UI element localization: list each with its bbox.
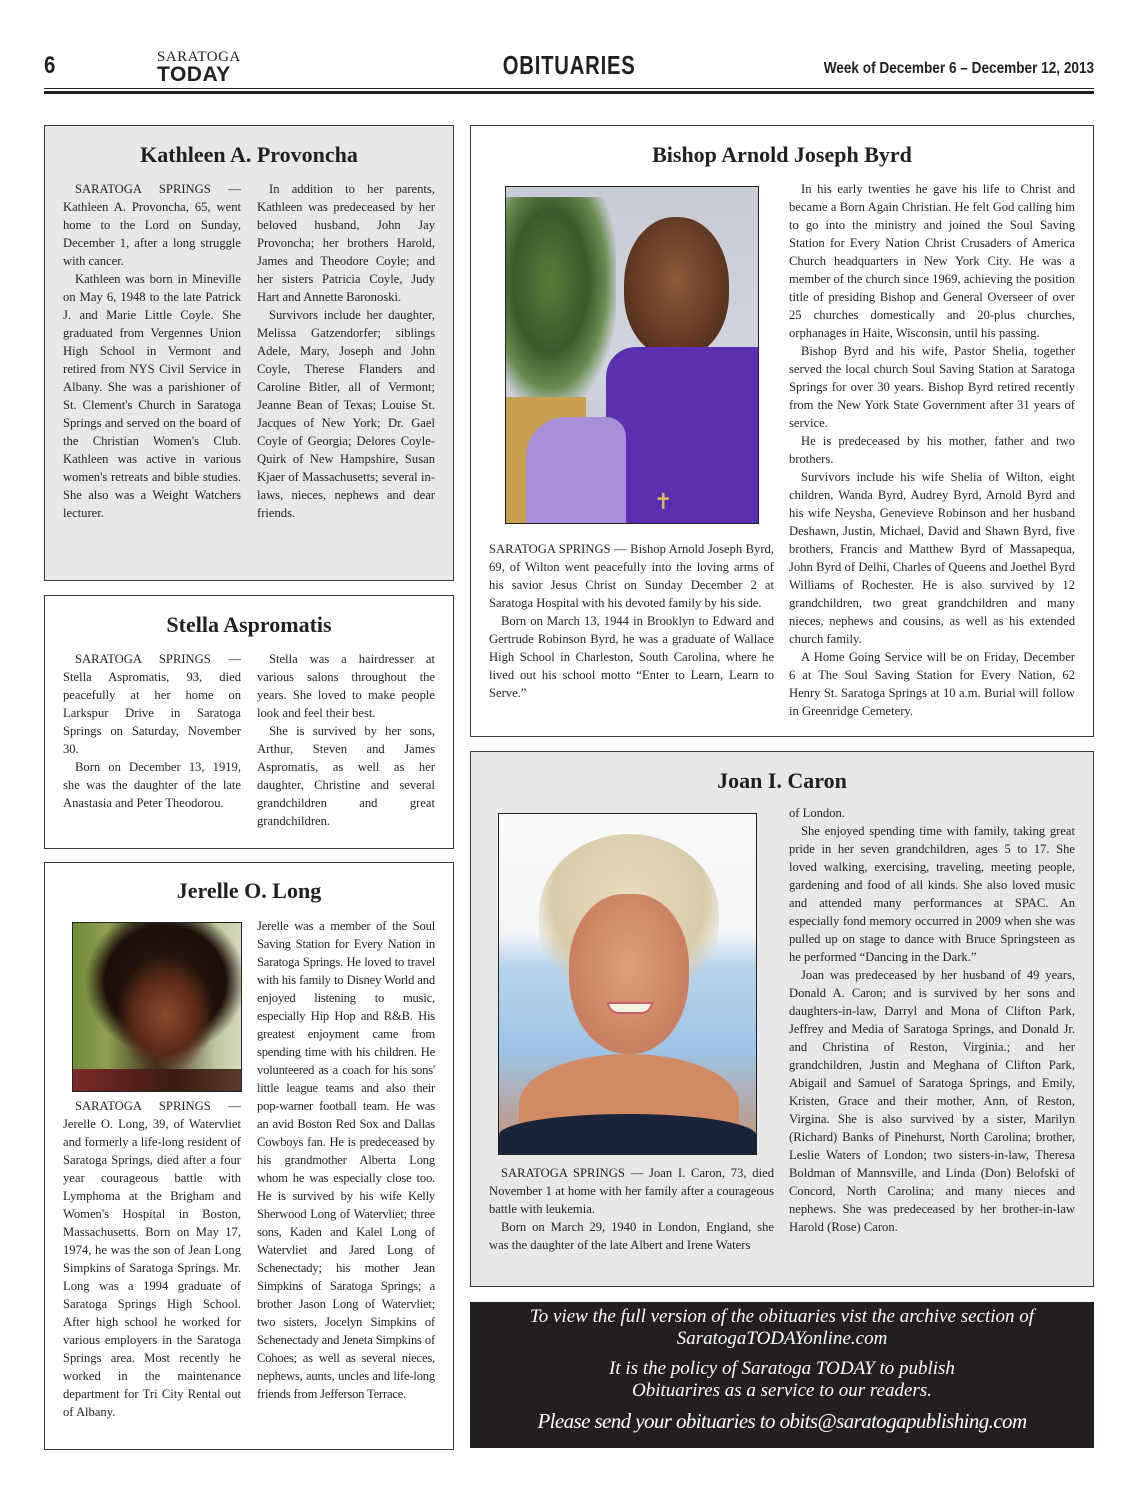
obituary-column-1: [489, 1164, 774, 1254]
header-rule-thick: [44, 91, 1094, 94]
obituary-name: Bishop Arnold Joseph Byrd: [652, 142, 912, 167]
notice-policy-line: It is the policy of Saratoga TODAY to publish: [609, 1358, 955, 1379]
smile-shape: [607, 1002, 653, 1014]
obituary-name: Kathleen A. Provoncha: [140, 142, 358, 167]
paragraph: Bishop Byrd and his wife, Pastor Shelia, together served the local church Soul Saving Station at Saratoga Springs for over 30 years. Bishop Byrd retired recently from the New York State Government after 31 years of service.: [789, 344, 1075, 430]
obituary-aspromatis: [44, 595, 454, 849]
joan-caron-photo: [498, 813, 757, 1155]
paragraph: SARATOGA SPRINGS — Kathleen A. Provoncha, 65, went home to the Lord on Sunday, December 1, after a long struggle with cancer.: [63, 182, 241, 268]
obituary-column-1: [489, 540, 774, 702]
paragraph: She is survived by her sons, Arthur, Steven and James Aspromatis, as well as her daughter, Christine and several grandchildren and great grandchildren.: [257, 724, 435, 828]
page-number: 6: [44, 52, 56, 79]
obituary-column-1: [63, 650, 241, 812]
obituary-column-2: [257, 650, 435, 830]
vestment-shape: [606, 347, 759, 524]
paragraph: SARATOGA SPRINGS — Jerelle O. Long, 39, of Watervliet and formerly a life-long resident of Saratoga Springs, died after a four year courageous battle with Lymphoma at the Brigham and Women's Hospital in Boston, Massachusetts. Born on May 17, 1974, he was the son of Jean Long Simpkins of Saratoga Springs. Mr. Long was a 1994 graduate of Saratoga Springs High School. After high school he worked for various employers in the Saratoga Springs area. Most recently he worked in the maintenance department for Tri City Rental out of Albany.: [63, 1099, 241, 1419]
obituary-column-2: [789, 180, 1075, 720]
bishop-byrd-photo: [505, 186, 759, 524]
paragraph: SARATOGA SPRINGS — Bishop Arnold Joseph Byrd, 69, of Wilton went peacefully into the loving arms of his savior Jesus Christ on Sunday December 2 at Saratoga Hospital with his devoted family by his side.: [489, 542, 774, 610]
obituary-column-2: [789, 804, 1075, 1236]
logo-bottom-text: TODAY: [157, 63, 231, 86]
obituary-column-1: [63, 1097, 241, 1421]
paragraph: Survivors include her daughter, Melissa Gatzendorfer; siblings Adele, Mary, Joseph and John Coyle, Therese Flanders and Caroline Bitler, all of Vermont; Jeanne Bean of Texas; Louise St. Jacques of New York; Dr. Gael Coyle of Georgia; Delores Coyle-Quirk of New Hampshire, Susan Kjaer of Massachusetts; several in-laws, nieces, nephews and dear friends.: [257, 308, 435, 520]
paragraph: A Home Going Service will be on Friday, December 6 at The Soul Saving Station for Every Nation, 62 Henry St. Saratoga Springs at 10 a.m. Burial will follow in Greenridge Cemetery.: [789, 650, 1075, 718]
logo-top-text: SARATOGA: [157, 49, 241, 65]
paragraph: In his early twenties he gave his life to Christ and became a Born Again Christian. He felt God calling him to go into the ministry and joined the Soul Saving Station for Every Nation Christ Crusaders of America Church headquarters in New York City. He was a member of the church since 1969, achieving the position title of presiding Bishop and General Overseer of over 25 churches domestically and 20-plus churches, orphanages in Haite, Wisconsin, until his passing.: [789, 182, 1075, 340]
page-header: [44, 48, 1094, 90]
jerelle-long-photo: [72, 922, 242, 1092]
head-shape: [624, 217, 729, 357]
notice-email-line[interactable]: Please send your obituaries to obits@saratogapublishing.com: [537, 1409, 1027, 1433]
section-title: OBITUARIES: [502, 50, 636, 80]
issue-date: Week of December 6 – December 12, 2013: [823, 60, 1094, 77]
paragraph: SARATOGA SPRINGS — Joan I. Caron, 73, died November 1 at home with her family after a courageous battle with leukemia.: [489, 1166, 774, 1216]
obituary-policy-notice: [470, 1302, 1094, 1448]
paragraph: In addition to her parents, Kathleen was predeceased by her beloved husband, John Jay Provoncha; her brothers Harold, James and Theodore Coyle; and her sisters Patricia Coyle, Judy Hart and Annette Baronoski.: [257, 182, 435, 304]
shirt-shape: [73, 1069, 241, 1091]
obituary-name: Jerelle O. Long: [176, 878, 322, 903]
plant-shape: [506, 197, 616, 407]
obituary-name: Stella Aspromatis: [166, 612, 332, 637]
paragraph-continuation: of London.: [789, 806, 845, 820]
obituary-name: Joan I. Caron: [717, 768, 847, 793]
obituary-provoncha: [44, 125, 454, 581]
obituary-column-2: [257, 180, 435, 522]
obituary-column-2: [257, 917, 435, 1403]
paragraph: She enjoyed spending time with family, taking great pride in her seven grandchildren, ages 5 to 17. She loved walking, exercising, traveling, meeting people, gardening and food of all kinds. She also loved music and attended many performances at SPAC. An especially fond memory occurred in 2009 when she was pulled up on stage to dance with Bruce Springsteen as he performed “Dancing in the Dark.”: [789, 824, 1075, 964]
obituary-column-1: [63, 180, 241, 522]
obituary-byrd: [470, 125, 1094, 737]
paragraph: He is predeceased by his mother, father and two brothers.: [789, 434, 1075, 466]
face-shape: [569, 894, 689, 1054]
paragraph: Born on March 13, 1944 in Brooklyn to Edward and Gertrude Robinson Byrd, he was a graduate of Wallace High School in Charleston, South Carolina, where he lived out his school motto “Enter to Learn, Learn to Serve.”: [489, 614, 774, 700]
notice-archive-line: To view the full version of the obituaries vist the archive section of: [529, 1306, 1035, 1327]
paragraph: Survivors include his wife Shelia of Wilton, eight children, Wanda Byrd, Audrey Byrd, Arnold Byrd and his wife Neysha, Genevieve Robinson and her husband Deshawn, Justin, Michael, David and Shawn Byrd, five brothers, Francis and Matthew Byrd of Massapequa, John Byrd of Delhi, Charles of Queens and Joethel Byrd Williams of Rochester. He is also survived by 12 grandchildren, two great grandchildren and many nieces, nephews and cousins, as well as his extended church family.: [789, 470, 1075, 646]
notice-website-link[interactable]: SaratogaTODAYonline.com: [676, 1328, 888, 1349]
paragraph: SARATOGA SPRINGS — Stella Aspromatis, 93, died peacefully at her home on Larkspur Drive in Saratoga Springs on Saturday, November 30.: [63, 652, 241, 756]
cross-pendant-icon: ✝: [654, 489, 673, 514]
paragraph: Stella was a hairdresser at various salons throughout the years. She loved to make people look and feel their best.: [257, 652, 435, 720]
paragraph: Kathleen was born in Mineville on May 6, 1948 to the late Patrick J. and Marie Little Coyle. She graduated from Vergennes Union High School in Vermont and retired from NYS Civil Service in Albany. She was a parishioner of St. Clement's Church in Saratoga Springs and served on the board of the Christian Women's Club. Kathleen was active in various women's retreats and bible studies. She also was a Weight Watchers lecturer.: [63, 272, 241, 520]
top-shape: [499, 1114, 756, 1155]
sleeve-shape: [526, 417, 626, 524]
obituary-long: [44, 862, 454, 1450]
header-rule-thin: [44, 88, 1094, 89]
paragraph: Born on December 13, 1919, she was the daughter of the late Anastasia and Peter Theodorou.: [63, 760, 241, 810]
notice-policy-line-2: Obituarires as a service to our readers.: [632, 1380, 932, 1401]
paragraph: Jerelle was a member of the Soul Saving Station for Every Nation in Saratoga Springs. He loved to travel with his family to Disney World and enjoyed listening to music, especially Hip Hop and R&B. His greatest enjoyment came from spending time with his children. He volunteered as a coach for his sons' little league teams and also their pop-warner football team. He was an avid Boston Red Sox and Dallas Cowboys fan. He is predeceased by his grandmother Alberta Long whom he was especially close too. He is survived by his wife Kelly Sherwood Long of Watervliet; three sons, Kaden and Kalel Long of Watervliet and Jared Long of Schenectady; his mother Jean Simpkins of Saratoga Springs; a brother Jason Long of Watervliet; two sisters, Jocelyn Simpkins of Schenectady and Jeneta Simpkins of Cohoes; as well as several nieces, nephews, aunts, uncles and life-long friends from Jefferson Terrace.: [257, 919, 435, 1401]
paragraph: Joan was predeceased by her husband of 49 years, Donald A. Caron; and is survived by her sons and daughters-in-law, Darryl and Mona of Clifton Park, Jeffrey and Media of Saratoga Springs, and Donald Jr. and Christina of Reston, Virginia.; and her grandchildren, Justin and Meghana of Clifton Park, Abigail and Samuel of Saratoga Springs, and Emily, Kristen, Grace and their mother, Ann, of Reston, Virgina. She is also survived by a sister, Marilyn (Richard) Banks of Pinehurst, North Carolina; brother, Leslie Waters of London; two sisters-in-law, Theresa Boldman of Mannsville, and Linda (Don) Belofski of Concord, North Carolina; and many nieces and nephews. She was predeceased by her brother-in-law Harold (Rose) Caron.: [789, 968, 1075, 1234]
paragraph: Born on March 29, 1940 in London, England, she was the daughter of the late Albert and Irene Waters: [489, 1220, 774, 1252]
obituary-caron: [470, 751, 1094, 1287]
